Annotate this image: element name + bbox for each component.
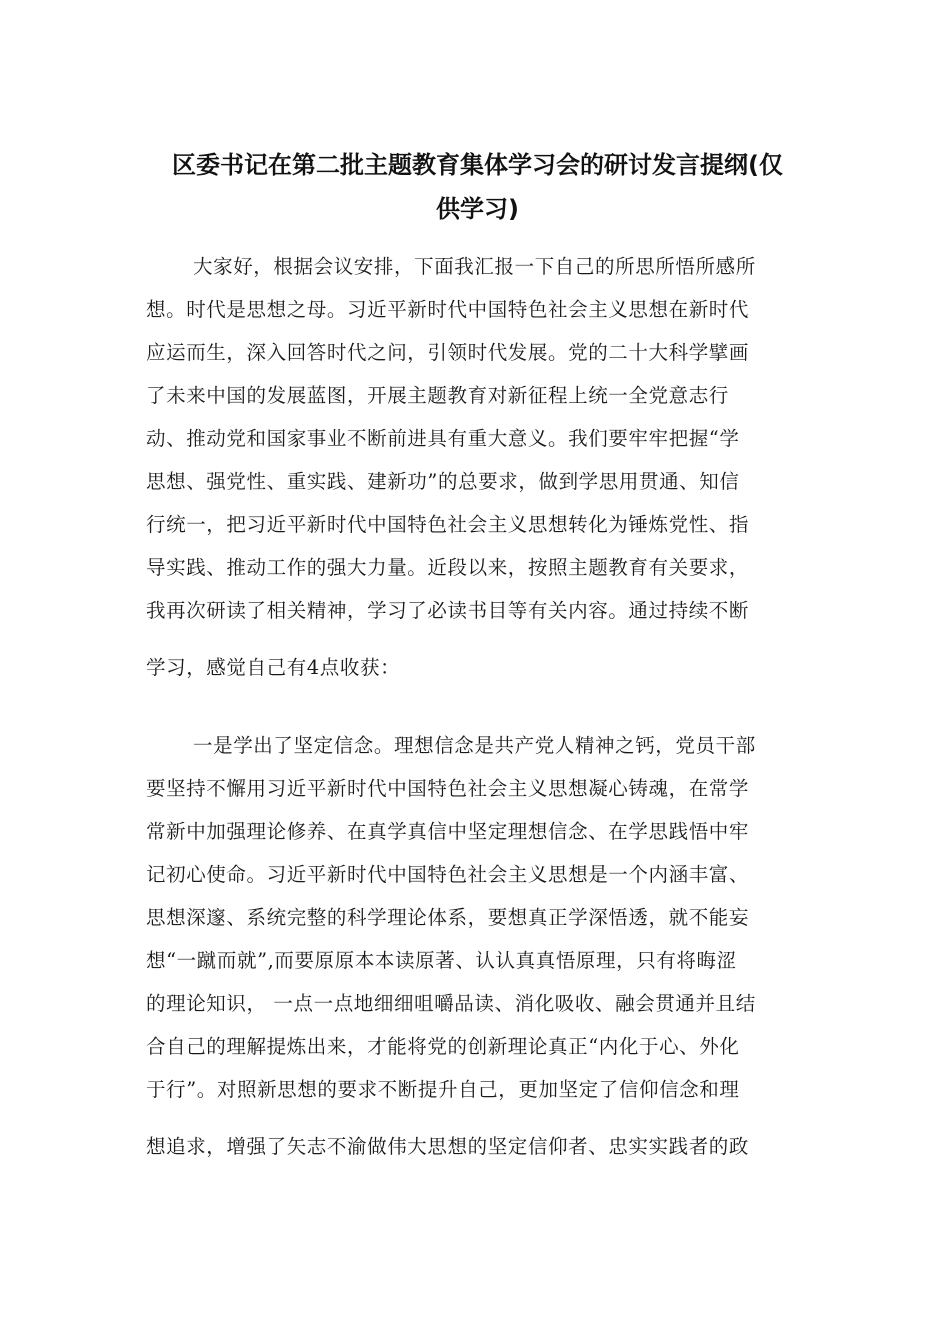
paragraph-1-line: 思想、强党性、重实践、建新功”的总要求，做到学思用贯通、知信 — [146, 470, 740, 493]
paragraph-1-line: 大家好，根据会议安排，下面我汇报一下自己的所思所悟所感所 — [193, 255, 756, 278]
paragraph-1-line: 我再次研读了相关精神，学习了必读书目等有关内容。通过持续不断 — [146, 599, 750, 622]
paragraph-1-line: 应运而生，深入回答时代之问，引领时代发展。党的二十大科学擘画 — [146, 341, 750, 364]
paragraph-2-line: 常新中加强理论修养、在真学真信中坚定理想信念、在学思践悟中牢 — [146, 820, 750, 843]
document-title — [140, 143, 815, 231]
paragraph-2-line: 的理论知识， 一点一点地细细咀嚼品读、消化吸收、融会贯通并且结 — [146, 992, 756, 1015]
paragraph-2-line: 合自己的理解提炼出来，才能将党的创新理论真正“内化于心、外化 — [146, 1035, 740, 1058]
paragraph-2-line: 思想深邃、系统完整的科学理论体系，要想真正学深悟透，就不能妄 — [146, 906, 750, 929]
paragraph-2-line: 想“一蹴而就”,而要原原本本读原著、认认真真悟原理，只有将晦涩 — [146, 949, 737, 972]
paragraph-1-line: 行统一，把习近平新时代中国特色社会主义思想转化为锤炼党性、指 — [146, 513, 750, 536]
paragraph-2-line: 于行”。对照新思想的要求不断提升自己，更加坚定了信仰信念和理 — [146, 1078, 740, 1101]
paragraph-2-line: 记初心使命。习近平新时代中国特色社会主义思想是一个内涵丰富、 — [146, 863, 750, 886]
paragraph-1-line: 想。时代是思想之母。习近平新时代中国特色社会主义思想在新时代 — [146, 298, 750, 321]
paragraph-1-line: 导实践、推动工作的强大力量。近段以来，按照主题教育有关要求， — [146, 556, 750, 579]
paragraph-1-line: 了未来中国的发展蓝图，开展主题教育对新征程上统一全党意志行 — [146, 384, 729, 407]
paragraph-2-line: 要坚持不懈用习近平新时代中国特色社会主义思想凝心铸魂，在常学 — [146, 777, 750, 800]
paragraph-1-line: 动、推动党和国家事业不断前进具有重大意义。我们要牢牢把握“学 — [146, 427, 740, 450]
title-line-2: 供学习) — [436, 195, 519, 223]
paragraph-2-line: 想追求，增强了矢志不渝做伟大思想的坚定信仰者、忠实实践者的政 — [146, 1135, 750, 1158]
paragraph-2-line: 一是学出了坚定信念。理想信念是共产党人精神之钙，党员干部 — [193, 734, 756, 757]
paragraph-1-line: 学习，感觉自己有4点收获： — [146, 656, 401, 679]
title-line-1: 区委书记在第二批主题教育集体学习会的研讨发言提纲(仅 — [172, 151, 783, 179]
